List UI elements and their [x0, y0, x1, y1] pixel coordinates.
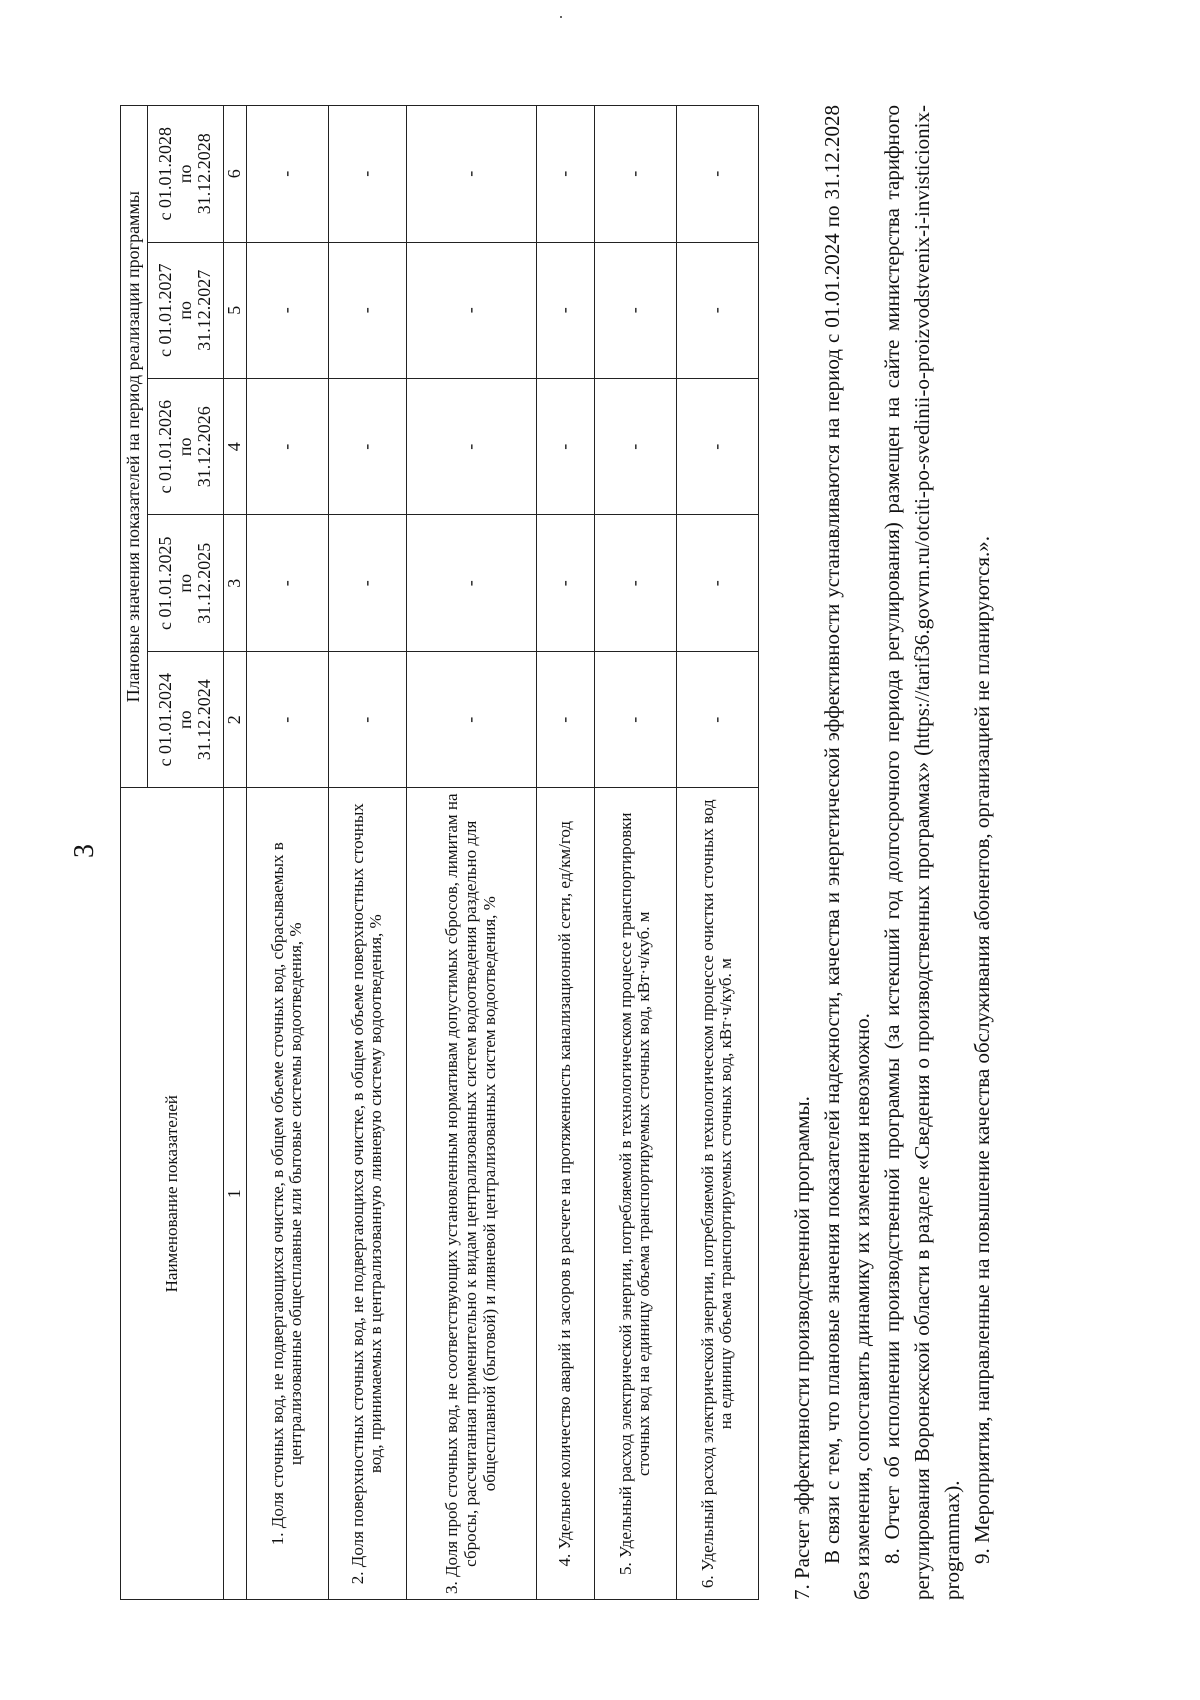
indicator-name: 2. Доля поверхностных сточных вод, не подвергающихся очистке, в общем объеме поверхностных сточных вод, принимаемых в централизованную ливневую систему водоотведения, % [328, 788, 406, 1600]
header-period-2025: с 01.01.2025 по 31.12.2025 [148, 515, 224, 651]
indicator-value: - [676, 379, 758, 515]
table-row [246, 106, 328, 1600]
indicator-value: - [594, 651, 676, 787]
header-indicator-name: Наименование показателей [121, 788, 224, 1600]
note-8-text: 8. Отчет об исполнении производственной программы (за истекший год долгосрочного периода регулирования) размещен на сайте министерства тарифного регулирования Воронежской области в разделе «Сведения о производственных программах» (https://tarif36.govvrn.ru/otciti-po-svedinii-o-proizvodstvenix-i-invisticionix-programmax). [880, 105, 964, 1600]
indicator-name: 5. Удельный расход электрической энергии, потребляемой в технологическом процессе транспортировки сточных вод на единицу объема транспортируемых сточных вод, кВт·ч/куб. м [594, 788, 676, 1600]
column-number: 6 [224, 106, 247, 243]
column-number: 3 [224, 515, 247, 651]
indicator-value: - [676, 106, 758, 243]
table-row [594, 106, 676, 1600]
header-period-2027: с 01.01.2027 по 31.12.2027 [148, 242, 224, 378]
note-7-text: В связи с тем, что плановые значения показателей надежности, качества и энергетической эффективности устанавливаются на период с 01.01.2024 по 31.12.2028 без изменения, сопоставить динамику их изменения невозможно. [820, 105, 874, 1600]
indicator-value: - [246, 106, 328, 243]
indicator-value: - [594, 106, 676, 243]
indicator-value: - [536, 515, 594, 651]
indicator-value: - [406, 242, 536, 378]
indicator-value: - [536, 379, 594, 515]
table-row [536, 106, 594, 1600]
header-period-2028: с 01.01.2028 по 31.12.2028 [148, 106, 224, 243]
notes-section [787, 105, 997, 1600]
indicator-value: - [328, 242, 406, 378]
indicator-value: - [328, 515, 406, 651]
indicator-value: - [594, 515, 676, 651]
indicator-value: - [536, 651, 594, 787]
indicator-name: 3. Доля проб сточных вод, не соответствующих установленным нормативам допустимых сбросов, лимитам на сбросы, рассчитанная применительно к видам централизованных систем водоотведения раздельно для общесплавной (бытовой) и ливневой централизованных систем водоотведения, % [406, 788, 536, 1600]
column-number: 4 [224, 379, 247, 515]
indicator-name: 4. Удельное количество аварий и засоров в расчете на протяженность канализационной сети, ед/км/год [536, 788, 594, 1600]
indicator-value: - [676, 242, 758, 378]
indicator-value: - [676, 651, 758, 787]
indicator-value: - [328, 651, 406, 787]
indicators-table [120, 105, 759, 1600]
indicator-value: - [246, 515, 328, 651]
table-row [328, 106, 406, 1600]
page-number: 3 [69, 844, 100, 858]
indicator-value: - [246, 242, 328, 378]
table-row [406, 106, 536, 1600]
indicator-value: - [246, 379, 328, 515]
indicator-value: - [536, 106, 594, 243]
indicator-value: - [328, 379, 406, 515]
indicator-value: - [406, 515, 536, 651]
indicator-value: - [406, 651, 536, 787]
header-period-2024: с 01.01.2024 по 31.12.2024 [148, 651, 224, 787]
column-number: 2 [224, 651, 247, 787]
note-7-heading: 7. Расчет эффективности производственной программы. [790, 1096, 814, 1600]
indicator-value: - [594, 242, 676, 378]
indicator-value: - [406, 379, 536, 515]
indicator-value: - [594, 379, 676, 515]
scan-speck [560, 16, 562, 18]
indicator-value: - [406, 106, 536, 243]
indicator-value: - [328, 106, 406, 243]
rotated-page-content [120, 100, 1110, 1600]
column-number: 5 [224, 242, 247, 378]
header-planned-values: Плановые значения показателей на период реализации программы [121, 106, 148, 788]
indicator-value: - [246, 651, 328, 787]
note-9-text: 9. Мероприятия, направленные на повышение качества обслуживания абонентов, организацией не планируются.». [970, 535, 994, 1564]
header-period-2026: с 01.01.2026 по 31.12.2026 [148, 379, 224, 515]
column-number: 1 [224, 788, 247, 1600]
table-row [676, 106, 758, 1600]
indicator-value: - [676, 515, 758, 651]
indicator-value: - [536, 242, 594, 378]
indicator-name: 1. Доля сточных вод, не подвергающихся очистке, в общем объеме сточных вод, сбрасываемых в централизованные общесплавные или бытовые системы водоотведения, % [246, 788, 328, 1600]
indicator-name: 6. Удельный расход электрической энергии, потребляемой в технологическом процессе очистки сточных вод на единицу объема транспортируемых сточных вод, кВт·ч/куб. м [676, 788, 758, 1600]
